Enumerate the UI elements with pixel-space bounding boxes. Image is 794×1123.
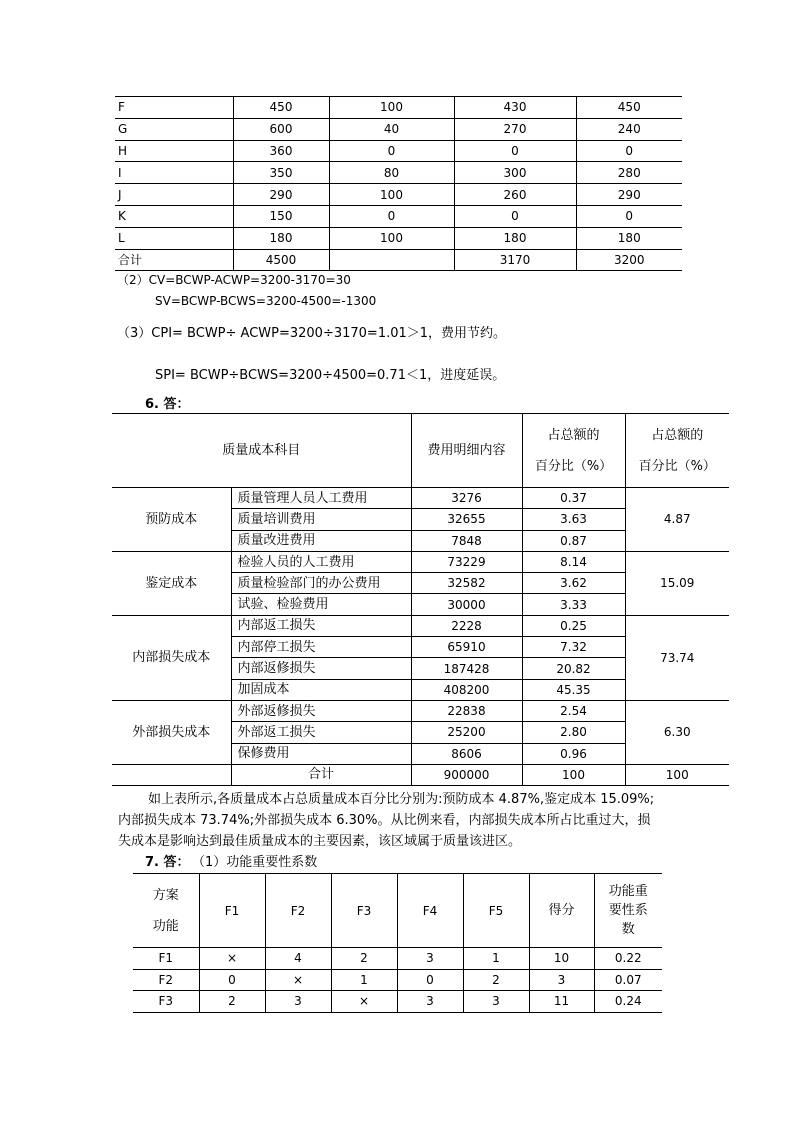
spi-line: SPI= BCWP÷BCWS=3200÷4500=0.71＜1，进度延误。 <box>155 368 506 383</box>
table-row <box>112 551 729 572</box>
cost-table <box>115 96 682 271</box>
table-cell: 350 <box>233 162 329 184</box>
table-cell: 290 <box>576 184 682 206</box>
table-row <box>133 948 662 970</box>
table-cell: 1 <box>463 948 529 970</box>
table-cell: I <box>115 162 233 184</box>
table-cell: 3 <box>265 991 331 1013</box>
table-cell: 0.24 <box>594 991 662 1013</box>
table-cell: 0 <box>576 140 682 162</box>
item-pct: 2.80 <box>522 722 625 743</box>
group-name: 预防成本 <box>112 488 231 552</box>
table-cell: × <box>331 991 397 1013</box>
header-pct-line2: 百分比（%） <box>534 458 613 474</box>
table-cell: 280 <box>576 162 682 184</box>
answer-6-label: 6. 答： <box>145 397 190 412</box>
item-amount: 2228 <box>411 615 522 636</box>
table-cell: × <box>199 948 265 970</box>
table-cell: 2 <box>463 969 529 991</box>
item-name: 外部返工损失 <box>231 722 411 743</box>
table-cell: 3 <box>397 991 463 1013</box>
total-pct2: 100 <box>625 764 729 785</box>
coef-line2: 要性系 <box>608 903 648 918</box>
table-cell: F <box>115 97 233 119</box>
table-row-total <box>115 249 682 271</box>
item-amount: 8606 <box>411 743 522 764</box>
table-cell: 450 <box>576 97 682 119</box>
item-amount: 408200 <box>411 679 522 700</box>
item-name: 质量检验部门的办公费用 <box>231 573 411 594</box>
table-cell: 0 <box>454 205 576 227</box>
item-name: 外部返修损失 <box>231 700 411 721</box>
group-total: 6.30 <box>625 700 729 764</box>
table-row <box>112 700 729 721</box>
paragraph-line-1: 如上表所示,各质量成本占总质量成本百分比分别为:预防成本 4.87%,鉴定成本 15.09%; <box>148 792 655 807</box>
answer-7-subtitle: （1）功能重要性系数 <box>192 855 318 870</box>
table-row <box>133 991 662 1013</box>
table-cell: 430 <box>454 97 576 119</box>
table-cell: 180 <box>454 227 576 249</box>
item-pct: 3.62 <box>522 573 625 594</box>
table-cell: 2 <box>199 991 265 1013</box>
item-pct: 0.96 <box>522 743 625 764</box>
item-amount: 3276 <box>411 488 522 509</box>
table-row <box>112 615 729 636</box>
cv-line: （2）CV=BCWP-ACWP=3200-3170=30 <box>117 273 351 287</box>
group-total: 73.74 <box>625 615 729 700</box>
table-cell: 150 <box>233 205 329 227</box>
col-header: F1 <box>199 874 265 948</box>
table-cell: 3200 <box>576 249 682 271</box>
total-pct: 100 <box>522 764 625 785</box>
table-cell: 600 <box>233 118 329 140</box>
table-cell: 11 <box>529 991 594 1013</box>
table-cell <box>112 764 231 785</box>
group-total: 4.87 <box>625 488 729 552</box>
table-cell: 0.22 <box>594 948 662 970</box>
group-total: 15.09 <box>625 551 729 615</box>
table-cell: 3 <box>529 969 594 991</box>
table-row <box>115 118 682 140</box>
header-pct2 <box>625 414 729 488</box>
table-cell: 40 <box>329 118 454 140</box>
table-cell: 360 <box>233 140 329 162</box>
item-name: 质量管理人员人工费用 <box>231 488 411 509</box>
item-name: 内部停工损失 <box>231 637 411 658</box>
corner-bottom: 功能 <box>152 918 179 934</box>
item-pct: 0.37 <box>522 488 625 509</box>
header-detail: 费用明细内容 <box>411 414 522 488</box>
header-subject: 质量成本科目 <box>112 414 411 488</box>
table-cell: 300 <box>454 162 576 184</box>
table-cell: 180 <box>576 227 682 249</box>
item-amount: 32655 <box>411 509 522 530</box>
item-name: 质量改进费用 <box>231 530 411 551</box>
item-pct: 20.82 <box>522 658 625 679</box>
table-cell: 2 <box>331 948 397 970</box>
item-name: 内部返工损失 <box>231 615 411 636</box>
table-cell: 4 <box>265 948 331 970</box>
function-importance-table <box>133 873 662 1013</box>
col-header-score: 得分 <box>529 874 594 948</box>
table-cell: 0 <box>576 205 682 227</box>
table-row <box>115 97 682 119</box>
table-cell: 0 <box>199 969 265 991</box>
item-pct: 3.33 <box>522 594 625 615</box>
table-row <box>115 184 682 206</box>
group-name: 鉴定成本 <box>112 551 231 615</box>
group-name: 内部损失成本 <box>112 615 231 700</box>
table-header-row <box>133 874 662 948</box>
table-cell: 合计 <box>115 249 233 271</box>
table-header-row <box>112 414 729 488</box>
table-cell: 0.07 <box>594 969 662 991</box>
table-cell: G <box>115 118 233 140</box>
table-cell: 450 <box>233 97 329 119</box>
table-row-total <box>112 764 729 785</box>
coef-line3: 数 <box>621 922 635 937</box>
group-name: 外部损失成本 <box>112 700 231 764</box>
table-cell: 270 <box>454 118 576 140</box>
item-name: 保修费用 <box>231 743 411 764</box>
item-amount: 25200 <box>411 722 522 743</box>
table-cell: 3 <box>463 991 529 1013</box>
table-cell: F1 <box>133 948 199 970</box>
answer-7-label: 7. 答： <box>145 855 190 870</box>
table-cell: 100 <box>329 97 454 119</box>
item-amount: 65910 <box>411 637 522 658</box>
coef-line1: 功能重 <box>608 884 648 899</box>
table-cell: 4500 <box>233 249 329 271</box>
table-row <box>115 140 682 162</box>
table-cell: F3 <box>133 991 199 1013</box>
table-cell: L <box>115 227 233 249</box>
total-amount: 900000 <box>411 764 522 785</box>
total-label: 合计 <box>231 764 411 785</box>
sv-line: SV=BCWP-BCWS=3200-4500=-1300 <box>155 294 377 308</box>
col-header: F2 <box>265 874 331 948</box>
header-pct <box>522 414 625 488</box>
cpi-line: （3）CPI= BCWP÷ ACWP=3200÷3170=1.01＞1，费用节约。 <box>117 326 507 341</box>
paragraph-line-2: 内部损失成本 73.74%;外部损失成本 6.30%。从比例来看，内部损失成本所占比重过大，损 <box>118 813 651 828</box>
table-row <box>115 227 682 249</box>
table-row <box>133 969 662 991</box>
item-amount: 32582 <box>411 573 522 594</box>
item-pct: 0.87 <box>522 530 625 551</box>
header-pct2-line1: 占总额的 <box>651 427 704 443</box>
table-cell: 100 <box>329 227 454 249</box>
table-row <box>115 162 682 184</box>
table-cell: 240 <box>576 118 682 140</box>
item-amount: 22838 <box>411 700 522 721</box>
table-cell: 260 <box>454 184 576 206</box>
item-name: 质量培训费用 <box>231 509 411 530</box>
item-name: 加固成本 <box>231 679 411 700</box>
item-name: 检验人员的人工费用 <box>231 551 411 572</box>
table-cell: 80 <box>329 162 454 184</box>
item-amount: 7848 <box>411 530 522 551</box>
table-cell: 1 <box>331 969 397 991</box>
table-cell: × <box>265 969 331 991</box>
table-cell: 10 <box>529 948 594 970</box>
header-pct-line1: 占总额的 <box>547 427 600 443</box>
table-cell: 180 <box>233 227 329 249</box>
table-cell: 3 <box>397 948 463 970</box>
table-cell: 0 <box>454 140 576 162</box>
item-name: 试验、检验费用 <box>231 594 411 615</box>
table-row <box>112 488 729 509</box>
col-header: F3 <box>331 874 397 948</box>
item-amount: 30000 <box>411 594 522 615</box>
table-cell <box>329 249 454 271</box>
table-cell: H <box>115 140 233 162</box>
table-cell: J <box>115 184 233 206</box>
table-cell: 0 <box>329 205 454 227</box>
item-pct: 8.14 <box>522 551 625 572</box>
table-cell: 3170 <box>454 249 576 271</box>
item-amount: 73229 <box>411 551 522 572</box>
item-pct: 45.35 <box>522 679 625 700</box>
table-cell: 290 <box>233 184 329 206</box>
col-header-coef <box>594 874 662 948</box>
item-pct: 0.25 <box>522 615 625 636</box>
table-cell: F2 <box>133 969 199 991</box>
paragraph-line-3: 失成本是影响达到最佳质量成本的主要因素，该区域属于质量该进区。 <box>118 834 522 849</box>
quality-cost-table <box>112 413 729 786</box>
table-cell: 0 <box>329 140 454 162</box>
item-amount: 187428 <box>411 658 522 679</box>
header-pct2-line2: 百分比（%） <box>638 458 716 474</box>
col-header: F5 <box>463 874 529 948</box>
table-cell: 100 <box>329 184 454 206</box>
table-row <box>115 205 682 227</box>
col-header: F4 <box>397 874 463 948</box>
table-cell: K <box>115 205 233 227</box>
item-name: 内部返修损失 <box>231 658 411 679</box>
table-cell: 0 <box>397 969 463 991</box>
corner-top: 方案 <box>152 887 179 903</box>
item-pct: 3.63 <box>522 509 625 530</box>
corner-cell <box>133 874 199 948</box>
item-pct: 2.54 <box>522 700 625 721</box>
item-pct: 7.32 <box>522 637 625 658</box>
